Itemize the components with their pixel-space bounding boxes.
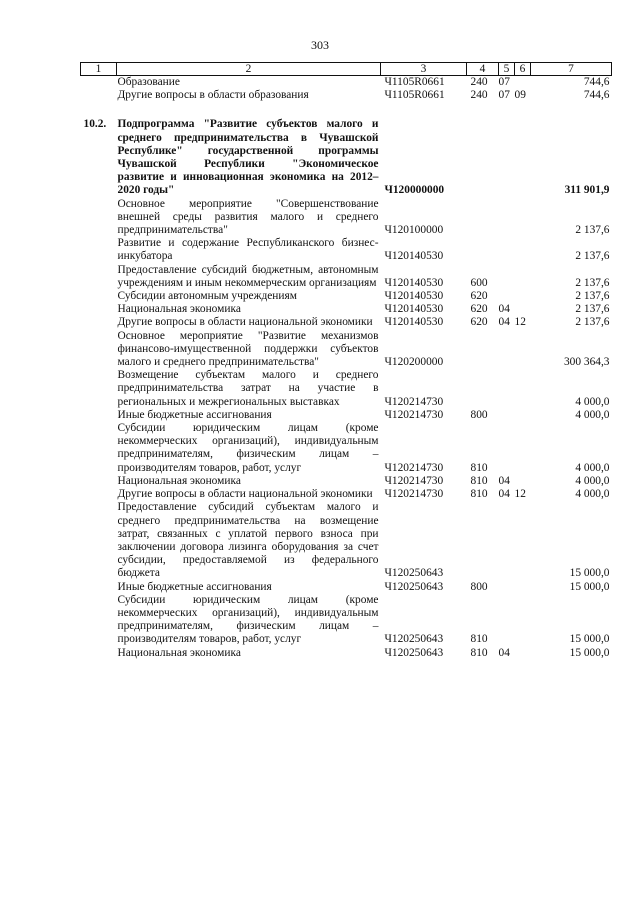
row-name: Основное мероприятие "Совершенствование внешней среды развития малого и среднего предпринимательства": [117, 197, 379, 237]
header-col-6: 6: [515, 63, 531, 76]
table-row: [81, 76, 612, 90]
row-number: [81, 409, 117, 422]
row-subsection: [515, 237, 531, 263]
row-expense-type: 800: [470, 408, 488, 421]
row-amount: 744,6: [583, 89, 610, 102]
row-target-code: Ч1105R0661: [384, 89, 445, 102]
row-subsection: [515, 330, 531, 370]
table-row: [81, 501, 612, 580]
row-name: Национальная экономика: [117, 303, 241, 316]
row-name: Национальная экономика: [117, 474, 241, 487]
row-number: [81, 594, 117, 647]
row-expense-type: 240: [470, 89, 488, 102]
row-expense-type: 620: [470, 303, 488, 316]
row-section: [499, 422, 515, 475]
row-number: [81, 422, 117, 475]
row-section: [499, 501, 515, 580]
row-number: [81, 488, 117, 501]
row-target-code: Ч120214730: [384, 395, 444, 408]
row-subsection: [515, 422, 531, 475]
row-subsection: [515, 102, 531, 197]
row-expense-type: [467, 237, 499, 263]
row-expense-type: 600: [470, 276, 488, 289]
header-row: [81, 63, 612, 76]
row-number: [81, 237, 117, 263]
row-expense-type: 620: [470, 290, 488, 303]
row-subsection: 12: [514, 488, 526, 501]
row-name: Предоставление субсидий бюджетным, автономным учреждениям и иным некоммерческим организациям: [117, 263, 379, 289]
row-amount: 4 000,0: [575, 474, 610, 487]
row-expense-type: 240: [470, 76, 488, 88]
row-section: [499, 264, 515, 290]
table-row: [81, 290, 612, 303]
row-subsection: [515, 303, 531, 316]
row-target-code: Ч120214730: [384, 408, 444, 421]
row-name: Другие вопросы в области образования: [117, 89, 309, 102]
row-amount: 15 000,0: [569, 580, 610, 593]
row-subsection: [515, 501, 531, 580]
row-target-code: Ч120250643: [384, 580, 444, 593]
row-subsection: [515, 594, 531, 647]
row-name: Субсидии юридическим лицам (кроме некоммерческих организаций), индивидуальным предпринимателям, физическим лицам – производителям товаров, работ, услуг: [117, 422, 379, 474]
row-amount: 4 000,0: [575, 395, 610, 408]
row-section: 04: [498, 316, 510, 329]
row-expense-type: 810: [470, 461, 488, 474]
row-section: [499, 330, 515, 370]
row-target-code: Ч120140530: [384, 290, 444, 303]
row-number: [81, 316, 117, 329]
table-row: [81, 409, 612, 422]
row-subsection: [515, 290, 531, 303]
row-number: [81, 369, 117, 409]
row-subsection: 09: [514, 89, 526, 102]
row-subsection: [515, 369, 531, 409]
row-amount: 2 137,6: [575, 276, 610, 289]
page-number: 303: [311, 38, 329, 52]
row-amount: 2 137,6: [575, 290, 610, 303]
row-number: [81, 303, 117, 316]
table-row: [81, 581, 612, 594]
table-row: [81, 488, 612, 501]
row-target-code: Ч120100000: [384, 224, 444, 237]
row-subsection: 12: [514, 316, 526, 329]
row-section: [499, 237, 515, 263]
row-section: [499, 581, 515, 594]
row-target-code: Ч1105R0661: [384, 76, 445, 88]
row-target-code: Ч120214730: [384, 488, 444, 501]
row-target-code: Ч120214730: [384, 461, 444, 474]
row-name: Подпрограмма "Развитие субъектов малого и среднего предпринимательства в Чувашской Республике" государственной программы Чувашской Республики "Экономическое развитие и инновационная экономика на 2012–2020 годы": [117, 118, 379, 197]
row-section: 04: [498, 303, 510, 316]
header-col-4: 4: [467, 63, 499, 76]
row-section: [499, 409, 515, 422]
row-section: 04: [498, 474, 510, 487]
row-name: Национальная экономика: [117, 646, 241, 659]
row-section: 07: [498, 89, 510, 102]
row-number: [81, 290, 117, 303]
row-amount: 15 000,0: [569, 646, 610, 659]
row-subsection: [515, 409, 531, 422]
row-name: Иные бюджетные ассигнования: [117, 580, 272, 593]
row-target-code: Ч120140530: [384, 316, 444, 329]
row-subsection: [515, 581, 531, 594]
row-name: Возмещение субъектам малого и среднего предпринимательства затрат на участие в региональных и межрегиональных выставках: [117, 369, 379, 408]
row-expense-type: [467, 198, 499, 238]
row-number: [81, 501, 117, 580]
row-expense-type: 810: [470, 646, 488, 659]
table-row: [81, 102, 612, 197]
row-amount: 2 137,6: [575, 316, 610, 329]
row-subsection: [515, 198, 531, 238]
row-amount: 15 000,0: [569, 567, 610, 580]
row-number: [81, 198, 117, 238]
row-section: [499, 290, 515, 303]
row-amount: 4 000,0: [575, 461, 610, 474]
row-target-code: Ч120250643: [384, 633, 444, 646]
row-section: [499, 198, 515, 238]
row-number: [81, 330, 117, 370]
header-col-7: 7: [531, 63, 612, 76]
row-amount: 744,6: [583, 76, 610, 88]
row-target-code: Ч120140530: [384, 250, 444, 263]
table-row: [81, 330, 612, 370]
row-number: [81, 581, 117, 594]
row-section: 07: [498, 76, 510, 88]
table-row: [81, 264, 612, 290]
row-subsection: [515, 647, 531, 660]
row-section: [499, 594, 515, 647]
row-expense-type: 810: [470, 488, 488, 501]
table-row: [81, 422, 612, 475]
row-name: Предоставление субсидий субъектам малого и среднего предпринимательства на возмещение затрат, связанных с уплатой первого взноса при заключении договора лизинга оборудования за счет субсидии, предоставляемой из федерального бюджета: [117, 501, 379, 580]
row-amount: 2 137,6: [575, 303, 610, 316]
row-number: [81, 76, 117, 90]
header-col-1: 1: [81, 63, 117, 76]
row-section: 04: [498, 646, 510, 659]
header-col-5: 5: [499, 63, 515, 76]
row-amount: 4 000,0: [575, 488, 610, 501]
row-target-code: Ч120214730: [384, 474, 444, 487]
table-row: [81, 316, 612, 329]
row-number: [81, 264, 117, 290]
row-target-code: Ч120250643: [384, 567, 444, 580]
row-number: 10.2.: [83, 118, 107, 131]
table-row: [81, 303, 612, 316]
row-section: 04: [498, 488, 510, 501]
row-target-code: Ч120140530: [384, 303, 444, 316]
row-name: Образование: [117, 76, 180, 88]
row-target-code: Ч120200000: [384, 356, 444, 369]
row-name: Другие вопросы в области национальной экономики: [117, 488, 373, 501]
table-row: [81, 594, 612, 647]
row-name: Другие вопросы в области национальной экономики: [117, 316, 373, 329]
row-name: Основное мероприятие "Развитие механизмов финансово-имущественной поддержки субъектов малого и среднего предпринимательства": [117, 329, 379, 369]
row-expense-type: 810: [470, 633, 488, 646]
row-target-code: Ч120000000: [384, 184, 445, 197]
row-amount: 2 137,6: [575, 224, 610, 237]
table-body: [81, 76, 612, 660]
row-section: [499, 369, 515, 409]
row-name: Субсидии юридическим лицам (кроме некоммерческих организаций), индивидуальным предпринимателям, физическим лицам – производителям товаров, работ, услуг: [117, 593, 379, 646]
row-expense-type: [467, 369, 499, 409]
table-header: [81, 63, 612, 76]
row-subsection: [515, 475, 531, 488]
row-expense-type: [467, 102, 499, 197]
row-amount: 2 137,6: [575, 250, 610, 263]
row-target-code: Ч120140530: [384, 276, 444, 289]
row-amount: 15 000,0: [569, 633, 610, 646]
row-subsection: [515, 264, 531, 290]
table-row: [81, 369, 612, 409]
row-expense-type: 620: [470, 316, 488, 329]
header-col-3: 3: [381, 63, 467, 76]
row-expense-type: 800: [470, 580, 488, 593]
table-row: [81, 475, 612, 488]
row-name: Развитие и содержание Республиканского бизнес-инкубатора: [117, 237, 379, 263]
row-expense-type: [467, 330, 499, 370]
row-target-code: Ч120250643: [384, 646, 444, 659]
row-subsection: [515, 76, 531, 90]
row-amount: 300 364,3: [563, 356, 610, 369]
row-expense-type: 810: [470, 474, 488, 487]
row-number: [81, 475, 117, 488]
row-amount: 311 901,9: [564, 184, 610, 197]
row-number: [81, 647, 117, 660]
table-row: [81, 89, 612, 102]
header-col-2: 2: [117, 63, 381, 76]
row-expense-type: [467, 501, 499, 580]
row-amount: 4 000,0: [575, 408, 610, 421]
row-name: Иные бюджетные ассигнования: [117, 408, 272, 421]
table-row: [81, 647, 612, 660]
row-name: Субсидии автономным учреждениям: [117, 290, 297, 303]
budget-table: [80, 62, 612, 660]
row-number: [81, 89, 117, 102]
table-row: [81, 237, 612, 263]
row-section: [499, 102, 515, 197]
table-row: [81, 198, 612, 238]
